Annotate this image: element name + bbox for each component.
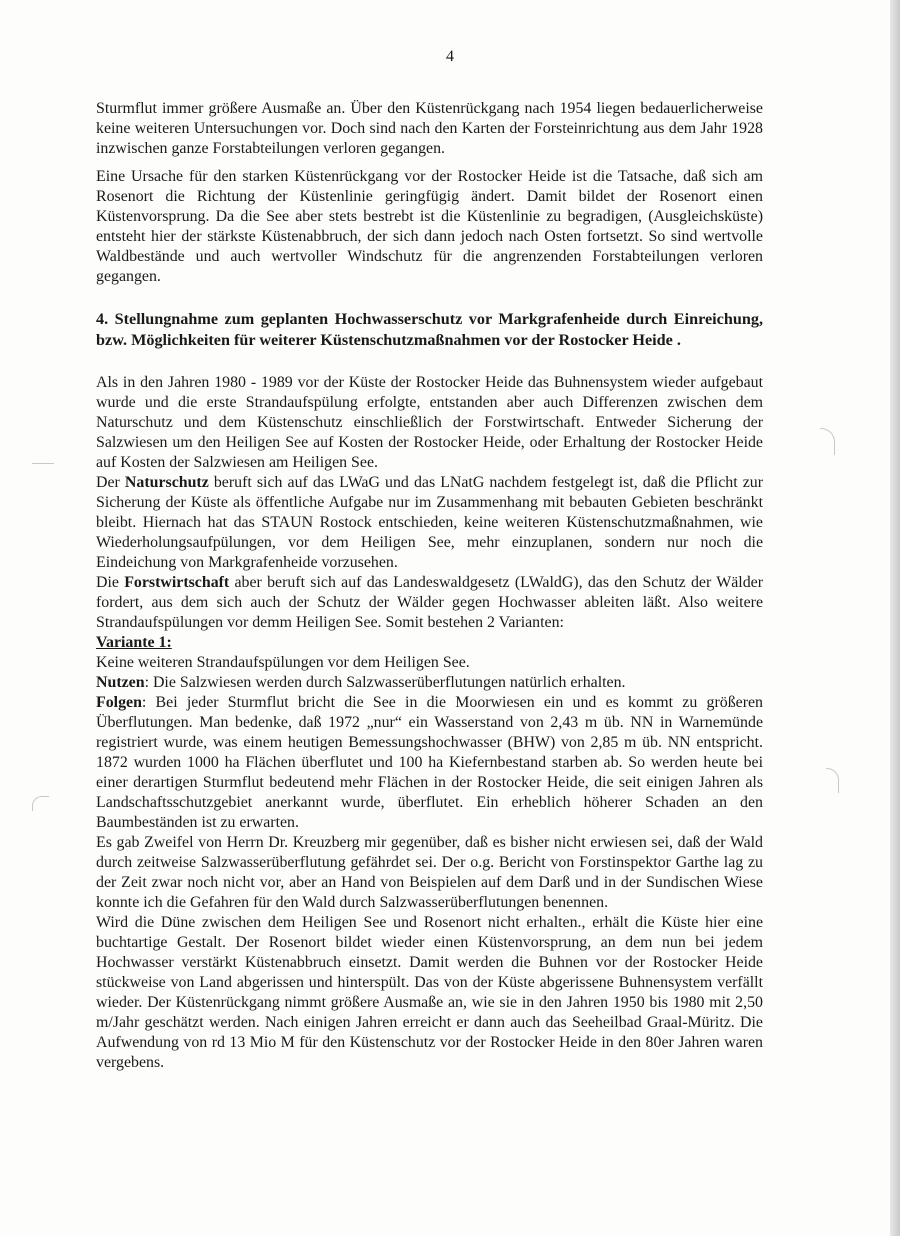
scan-punch-mark [32, 463, 54, 464]
paragraph: Sturmflut immer größere Ausmaße an. Über den Küstenrückgang nach 1954 liegen bedauerlicherweise keine weiteren Untersuchungen vor. Doch sind nach den Karten der Forsteinrichtung aus dem Jahr 1928 inzwischen ganze Forstabteilungen verloren gegangen. [96, 100, 763, 157]
paragraph: Der Naturschutz beruft sich auf das LWaG und das LNatG nachdem festgelegt ist, daß die Pflicht zur Sicherung der Küste als öffentliche Aufgabe nur im Zusammenhang mit bebauten Gebieten beschränkt bleibt. Hiernach hat das STAUN Rostock entschieden, keine weiteren Küstenschutzmaßnahmen, wie Wiederholungsaufpülungen, vor dem Heiligen See, mehr einzuplanen, sondern nur noch die Eindeichung von Markgrafenheide vorzusehen. [96, 474, 763, 571]
scan-punch-mark [32, 796, 49, 811]
scan-punch-mark [820, 428, 835, 455]
paragraph: Es gab Zweifel von Herrn Dr. Kreuzberg mir gegenüber, daß es bisher nicht erwiesen sei, daß der Wald durch zeitweise Salzwasserüberflutung gefährdet sei. Der o.g. Bericht von Forstinspektor Garthe lag zu der Zeit zwar noch nicht vor, aber an Hand von Beispielen auf dem Darß und in der Sundischen Wiese konnte ich die Gefahren für den Wald durch Salzwasserüberflutungen benennen. [96, 834, 763, 911]
paragraph: Nutzen: Die Salzwiesen werden durch Salzwasserüberflutungen natürlich erhalten. [96, 674, 626, 691]
paragraph: Als in den Jahren 1980 - 1989 vor der Küste der Rostocker Heide das Buhnensystem wieder aufgebaut wurde und die erste Strandaufspülung erfolgte, entstanden aber auch Differenzen zwischen dem Naturschutz und dem Küstenschutz einschließlich der Forstwirtschaft. Entweder Sicherung der Salzwiesen um den Heiligen See auf Kosten der Rostocker Heide, oder Erhaltung der Rostocker Heide auf Kosten der Salzwiesen am Heiligen See. [96, 374, 763, 471]
paragraph: Wird die Düne zwischen dem Heiligen See und Rosenort nicht erhalten., erhält die Küste hier eine buchtartige Gestalt. Der Rosenort bildet wieder einen Küstenvorsprung, an dem nun bei jedem Hochwasser verstärkt Küstenabbruch einsetzt. Damit werden die Buhnen vor der Rostocker Heide stückweise von Land abgerissen und hinterspült. Das von der Küste abgerissene Buhnensystem verfällt wieder. Der Küstenrückgang nimmt größere Ausmaße an, wie sie in den Jahren 1950 bis 1980 mit 2,50 m/Jahr geschätzt werden. Nach einigen Jahren erreicht er dann auch das Seeheilbad Graal-Müritz. Die Aufwendung von rd 13 Mio M für den Küstenschutz vor der Rostocker Heide in den 80er Jahren waren vergebens. [96, 914, 763, 1071]
section-heading: 4. Stellungnahme zum geplanten Hochwasserschutz vor Markgrafenheide durch Einreichung, bzw. Möglichkeiten für weiterer Küstenschutzmaßnahmen vor der Rostocker Heide . [96, 310, 763, 349]
label-nutzen: Nutzen [96, 674, 145, 691]
label-folgen: Folgen [96, 694, 142, 711]
scan-punch-mark [826, 768, 839, 793]
paragraph: Die Forstwirtschaft aber beruft sich auf das Landeswaldgesetz (LWaldG), das den Schutz der Wälder fordert, aus dem sich auch der Schutz der Wälder gegen Hochwasser ableiten läßt. Also weitere Strandaufspülungen vor demm Heiligen See. Somit bestehen 2 Varianten: [96, 574, 763, 631]
document-body [96, 99, 763, 1073]
term-naturschutz: Naturschutz [124, 474, 209, 491]
paragraph: Eine Ursache für den starken Küstenrückgang vor der Rostocker Heide ist die Tatsache, daß sich am Rosenort die Richtung der Küstenlinie geringfügig ändert. Damit bildet der Rosenort einen Küstenvorsprung. Da die See aber stets bestrebt ist die Küstenlinie zu begradigen, (Ausgleichsküste) entsteht hier der stärkste Küstenabbruch, der sich dann jedoch nach Osten fortsetzt. So sind wertvolle Waldbestände und auch wertvoller Windschutz für die angrenzenden Forstabteilungen verloren gegangen. [96, 168, 763, 285]
term-forstwirtschaft: Forstwirtschaft [124, 574, 230, 591]
page-number: 4 [446, 48, 454, 65]
page-edge-shadow [890, 0, 900, 1236]
paragraph: Folgen: Bei jeder Sturmflut bricht die See in die Moorwiesen ein und es kommt zu größeren Überflutungen. Man bedenke, daß 1972 „nur“ ein Wasserstand von 2,43 m üb. NN in Warnemünde registriert wurde, was einem heutigen Bemessungshochwasser (BHW) von 2,85 m üb. NN entspricht. 1872 wurden 1000 ha Flächen überflutet und 100 ha Kiefernbestand starben ab. So werden heute bei einer derartigen Sturmflut bedeutend mehr Flächen in der Rostocker Heide, die seit einigen Jahren als Landschaftsschutzgebiet anerkannt wurde, überflutet. Ein erheblich höherer Schaden an den Baumbeständen ist zu erwarten. [96, 694, 763, 831]
paragraph: Keine weiteren Strandaufspülungen vor dem Heiligen See. [96, 654, 470, 671]
variant-title: Variante 1: [96, 634, 172, 651]
